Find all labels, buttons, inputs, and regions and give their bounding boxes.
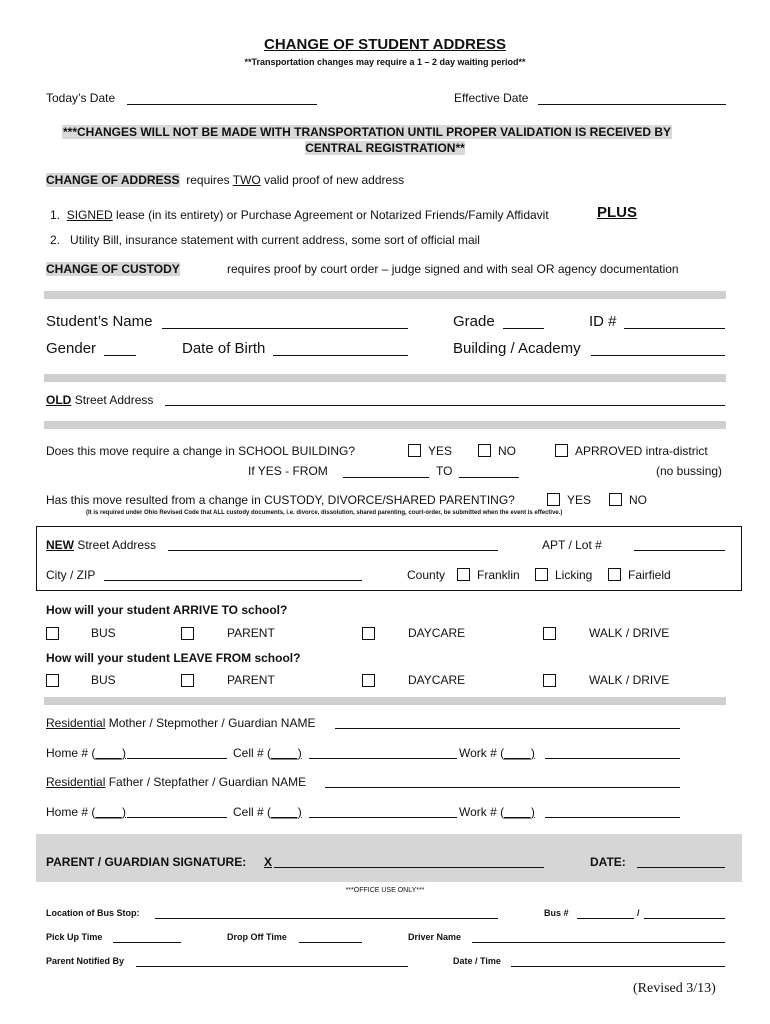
leave-question: How will your student LEAVE FROM school?	[46, 651, 301, 665]
effective-date-label: Effective Date	[454, 91, 529, 105]
fairfield-label: Fairfield	[628, 568, 671, 582]
leave-bus-label: BUS	[91, 673, 116, 687]
grade-field[interactable]	[503, 328, 544, 329]
leave-parent-label: PARENT	[227, 673, 275, 687]
approved-intra-district-checkbox[interactable]	[555, 444, 568, 457]
father-home-label	[46, 805, 126, 819]
change-of-custody-label: CHANGE OF CUSTODY	[46, 262, 180, 276]
custody-change-yes-checkbox[interactable]	[547, 493, 560, 506]
mother-home-prefix: Home # (	[46, 746, 96, 760]
coa-item1-signed: SIGNED	[66, 208, 113, 222]
bus-num-field-2[interactable]	[644, 918, 725, 919]
office-use-header: ***OFFICE USE ONLY***	[345, 887, 425, 894]
coa-item1-text: lease (in its entirety) or Purchase Agreement or Notarized Friends/Family Affidavit	[116, 208, 549, 222]
school-change-no-label: NO	[498, 444, 516, 458]
pickup-time-field[interactable]	[113, 942, 181, 943]
driver-name-label: Driver Name	[408, 932, 462, 942]
from-field[interactable]	[343, 477, 429, 478]
fairfield-checkbox[interactable]	[608, 568, 621, 581]
arrive-daycare-checkbox[interactable]	[362, 627, 375, 640]
bus-slash: /	[637, 908, 640, 918]
notice-line2: CENTRAL REGISTRATION**	[305, 141, 465, 155]
dropoff-time-field[interactable]	[299, 942, 362, 943]
city-zip-label: City / ZIP	[46, 568, 96, 582]
to-field[interactable]	[459, 477, 519, 478]
old-street-label: Street Address	[74, 393, 154, 407]
mother-home-label	[46, 746, 126, 760]
father-cell-blank: ____)	[271, 805, 302, 819]
id-label: ID #	[589, 313, 617, 330]
arrive-daycare-label: DAYCARE	[408, 626, 466, 640]
bus-stop-label: Location of Bus Stop:	[46, 908, 140, 918]
parent-notified-label: Parent Notified By	[46, 956, 125, 966]
father-cell-label	[233, 805, 302, 819]
mother-work-field[interactable]	[545, 758, 680, 759]
franklin-label: Franklin	[477, 568, 520, 582]
change-of-address-row	[46, 173, 404, 187]
coa-req-suffix: valid proof of new address	[264, 173, 405, 187]
revised-note: (Revised 3/13)	[633, 981, 716, 996]
mother-home-field[interactable]	[127, 758, 227, 759]
custody-change-no-label: NO	[629, 493, 647, 507]
leave-walk-drive-label: WALK / DRIVE	[589, 673, 670, 687]
grade-label: Grade	[453, 313, 495, 330]
mother-name-field[interactable]	[335, 728, 680, 729]
mother-work-blank: ____)	[504, 746, 535, 760]
coa-item2	[50, 233, 480, 247]
if-yes-from-label: If YES - FROM	[248, 464, 328, 478]
notice-line1: ***CHANGES WILL NOT BE MADE WITH TRANSPORTATION UNTIL PROPER VALIDATION IS RECEIVED BY	[63, 125, 672, 139]
leave-daycare-label: DAYCARE	[408, 673, 466, 687]
mother-cell-blank: ____)	[271, 746, 302, 760]
custody-change-question: Has this move resulted from a change in CUSTODY, DIVORCE/SHARED PARENTING?	[46, 493, 515, 507]
signature-field[interactable]	[274, 867, 544, 868]
section-divider	[44, 421, 726, 429]
parent-notified-field[interactable]	[136, 966, 408, 967]
change-of-custody-text: requires proof by court order – judge signed and with seal OR agency documentation	[227, 262, 679, 276]
apt-field[interactable]	[634, 550, 725, 551]
father-home-prefix: Home # (	[46, 805, 96, 819]
dob-label: Date of Birth	[182, 340, 266, 357]
section-divider	[44, 291, 726, 299]
father-home-field[interactable]	[127, 817, 227, 818]
city-zip-field[interactable]	[104, 580, 362, 581]
arrive-walk-drive-checkbox[interactable]	[543, 627, 556, 640]
coa-item2-text: Utility Bill, insurance statement with current address, some sort of official mail	[70, 233, 480, 247]
todays-date-field[interactable]	[127, 104, 317, 105]
to-label: TO	[436, 464, 453, 478]
driver-name-field[interactable]	[472, 942, 725, 943]
signature-date-field[interactable]	[637, 867, 725, 868]
bus-num-field[interactable]	[577, 918, 634, 919]
section-divider	[44, 697, 726, 705]
student-name-label: Student’s Name	[46, 313, 153, 330]
custody-note: (It is required under Ohio Revised Code that ALL custody documents, i.e. divorce, dissolution, shared parenting, court-order, be submitted when the event is effective.)	[86, 510, 563, 516]
effective-date-field[interactable]	[538, 104, 726, 105]
approved-intra-district-label: APRROVED intra-district	[575, 444, 708, 458]
school-change-question: Does this move require a change in SCHOOL BUILDING?	[46, 444, 356, 458]
father-work-label	[459, 805, 535, 819]
change-of-address-label: CHANGE OF ADDRESS	[46, 173, 180, 187]
custody-change-yes-label: YES	[567, 493, 592, 507]
father-label: Father / Stepfather / Guardian NAME	[108, 775, 307, 789]
leave-daycare-checkbox[interactable]	[362, 674, 375, 687]
coa-plus: PLUS	[597, 204, 638, 221]
gender-field[interactable]	[104, 355, 136, 356]
date-time-label: Date / Time	[453, 956, 501, 966]
form-title: CHANGE OF STUDENT ADDRESS	[264, 36, 506, 53]
coa-item1-num: 1.	[50, 208, 61, 222]
father-cell-field[interactable]	[309, 817, 457, 818]
father-work-blank: ____)	[504, 805, 535, 819]
mother-label: Mother / Stepmother / Guardian NAME	[108, 716, 316, 730]
apt-label: APT / Lot #	[542, 538, 602, 552]
id-field[interactable]	[624, 328, 725, 329]
leave-bus-checkbox[interactable]	[46, 674, 59, 687]
new-street-label: Street Address	[77, 538, 157, 552]
date-time-field[interactable]	[511, 966, 725, 967]
father-cell-prefix: Cell # (	[233, 805, 272, 819]
form-subtitle: **Transportation changes may require a 1 – 2 day waiting period**	[244, 57, 526, 67]
building-field[interactable]	[591, 355, 725, 356]
arrive-parent-label: PARENT	[227, 626, 275, 640]
mother-name-label	[46, 716, 315, 730]
coa-req-prefix: requires	[186, 173, 230, 187]
arrive-parent-checkbox[interactable]	[181, 627, 194, 640]
new-street-field[interactable]	[168, 550, 498, 551]
custody-change-no-checkbox[interactable]	[609, 493, 622, 506]
todays-date-label: Today’s Date	[46, 91, 116, 105]
new-address-label	[46, 538, 156, 552]
mother-work-label	[459, 746, 535, 760]
bus-stop-field[interactable]	[155, 918, 498, 919]
father-home-blank: ____)	[95, 805, 127, 819]
father-residential: Residential	[46, 775, 106, 789]
arrive-question: How will your student ARRIVE TO school?	[46, 603, 288, 617]
old-label: OLD	[46, 393, 72, 407]
mother-cell-field[interactable]	[309, 758, 457, 759]
coa-item1	[50, 208, 549, 222]
new-label: NEW	[46, 538, 74, 552]
father-name-field[interactable]	[325, 787, 680, 788]
school-change-no-checkbox[interactable]	[478, 444, 491, 457]
dob-field[interactable]	[273, 355, 408, 356]
arrive-walk-drive-label: WALK / DRIVE	[589, 626, 670, 640]
school-change-yes-checkbox[interactable]	[408, 444, 421, 457]
school-change-yes-label: YES	[428, 444, 453, 458]
mother-home-blank: ____)	[95, 746, 127, 760]
arrive-bus-checkbox[interactable]	[46, 627, 59, 640]
father-name-label	[46, 775, 306, 789]
old-address-label	[46, 393, 153, 407]
signature-x: X	[264, 855, 273, 869]
leave-walk-drive-checkbox[interactable]	[543, 674, 556, 687]
pickup-time-label: Pick Up Time	[46, 932, 103, 942]
county-label: County	[407, 568, 446, 582]
father-work-field[interactable]	[545, 817, 680, 818]
signature-date-label: DATE:	[590, 855, 626, 869]
gender-label: Gender	[46, 340, 97, 357]
arrive-bus-label: BUS	[91, 626, 116, 640]
mother-cell-prefix: Cell # (	[233, 746, 272, 760]
coa-item2-num: 2.	[50, 233, 61, 247]
licking-label: Licking	[555, 568, 593, 582]
mother-cell-label	[233, 746, 302, 760]
no-bussing-label: (no bussing)	[656, 464, 723, 478]
old-address-field[interactable]	[165, 405, 725, 406]
signature-label: PARENT / GUARDIAN SIGNATURE:	[46, 855, 247, 869]
mother-residential: Residential	[46, 716, 106, 730]
student-name-field[interactable]	[162, 328, 408, 329]
coa-req-emph: TWO	[232, 173, 261, 187]
notice-line2-wrap	[0, 141, 770, 155]
father-work-prefix: Work # (	[459, 805, 505, 819]
building-label: Building / Academy	[453, 340, 581, 357]
franklin-checkbox[interactable]	[457, 568, 470, 581]
mother-work-prefix: Work # (	[459, 746, 505, 760]
leave-parent-checkbox[interactable]	[181, 674, 194, 687]
bus-num-label: Bus #	[544, 908, 569, 918]
licking-checkbox[interactable]	[535, 568, 548, 581]
section-divider	[44, 374, 726, 382]
dropoff-time-label: Drop Off Time	[227, 932, 287, 942]
